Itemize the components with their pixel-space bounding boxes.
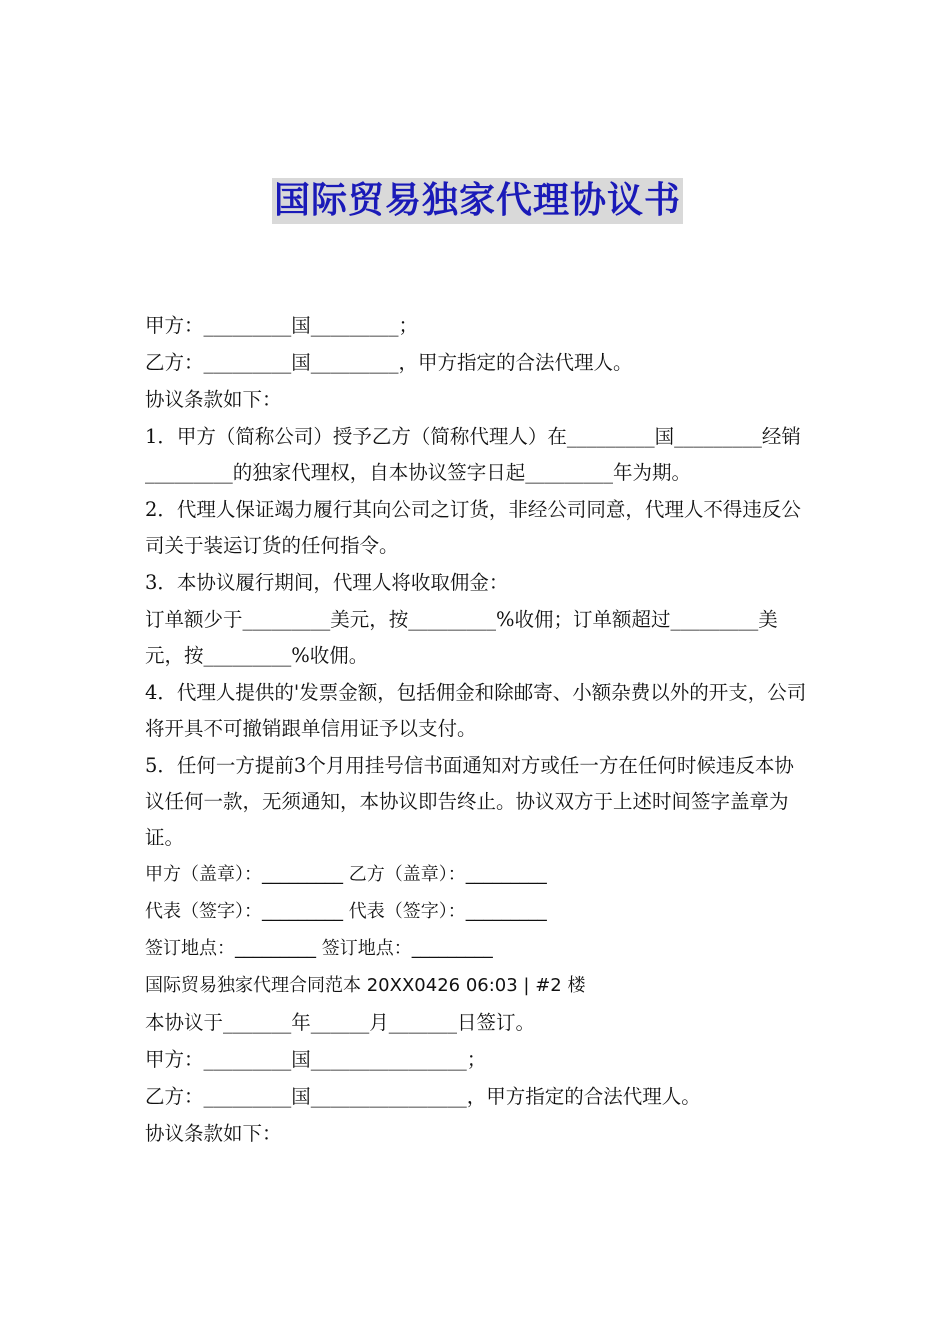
clause-1: 1．甲方（简称公司）授予乙方（简称代理人）在_________国_________经销_________的独家代理权，自本协议签字日起_________年为期。: [145, 425, 801, 484]
terms-heading-2: 协议条款如下：: [145, 1122, 282, 1145]
signature-line: 代表（签字）：_________ 代表（签字）：_________: [145, 901, 547, 922]
party-a-line: 甲方：_________国_________；: [145, 314, 419, 337]
post-header-line: 国际贸易独家代理合同范本 20XX0426 06:03 | #2 楼: [145, 975, 586, 996]
seal-line: 甲方（盖章）：_________ 乙方（盖章）：_________: [145, 864, 547, 885]
signing-date-line: 本协议于_______年______月_______日签订。: [145, 1011, 536, 1034]
title-area: [145, 0, 810, 270]
clause-3: 3．本协议履行期间，代理人将收取佣金：: [145, 571, 509, 594]
document-title: 国际贸易独家代理协议书: [272, 178, 683, 224]
party-a-line-2: 甲方：_________国________________；: [145, 1048, 487, 1071]
clause-2: 2．代理人保证竭力履行其向公司之订货，非经公司同意，代理人不得违反公司关于装运订货的任何指令。: [145, 498, 801, 557]
clause-4: 4．代理人提供的'发票金额，包括佣金和除邮寄、小额杂费以外的开支，公司将开具不可撤销跟单信用证予以支付。: [145, 681, 807, 740]
commission-line: 订单额少于_________美元，按_________%收佣；订单额超过_________美元，按_________%收佣。: [145, 608, 778, 667]
party-b-line-2: 乙方：_________国________________，甲方指定的合法代理人。: [145, 1085, 701, 1108]
clause-5: 5．任何一方提前3个月用挂号信书面通知对方或任一方在任何时候违反本协议任何一款，无须通知，本协议即告终止。协议双方于上述时间签字盖章为证。: [145, 754, 794, 849]
terms-heading: 协议条款如下：: [145, 388, 282, 411]
party-b-line: 乙方：_________国_________，甲方指定的合法代理人。: [145, 351, 633, 374]
signing-place-line: 签订地点：_________ 签订地点：_________: [145, 938, 493, 959]
document-body: [145, 308, 810, 1152]
